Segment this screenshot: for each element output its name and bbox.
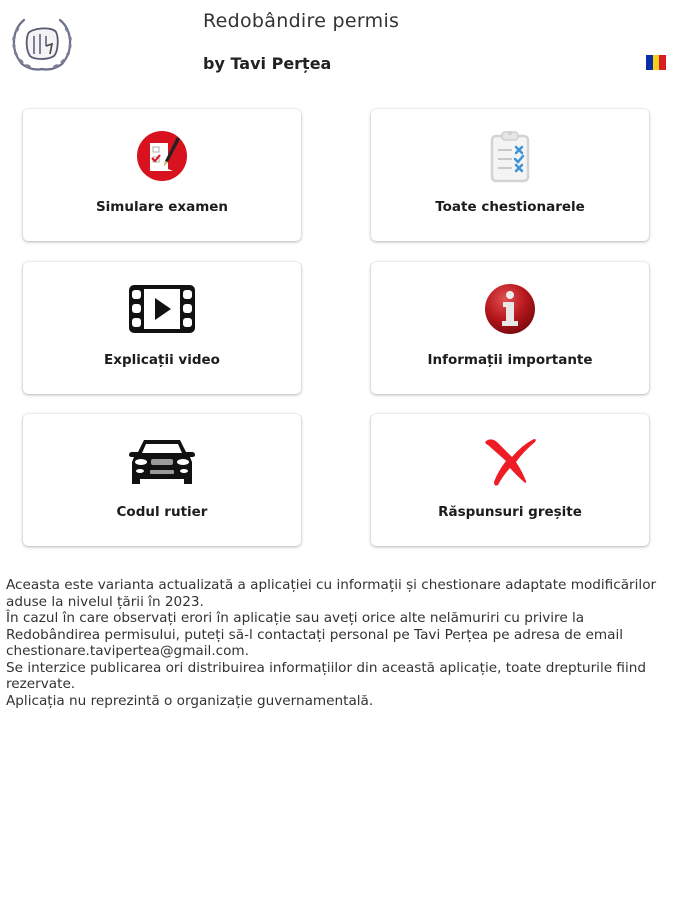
info-icon (475, 280, 545, 338)
red-x-icon (475, 432, 545, 490)
app-info-text (6, 577, 674, 709)
exam-pencil-icon (127, 127, 197, 185)
flag-stripe-yellow (653, 55, 660, 70)
romania-flag-icon[interactable] (646, 55, 666, 70)
menu-card-codul-rutier[interactable] (23, 414, 301, 546)
app-title: Redobândire permis (203, 10, 400, 32)
flag-stripe-blue (646, 55, 653, 70)
menu-card-toate-chestionarele[interactable] (371, 109, 649, 241)
menu-card-label: Simulare examen (95, 199, 229, 215)
menu-card-simulare-examen[interactable] (23, 109, 301, 241)
menu-card-label: Informații importante (427, 352, 593, 368)
clipboard-checklist-icon (475, 127, 545, 185)
info-paragraph-contact: În cazul în care observați erori în aplicație sau aveți orice alte nelămuriri cu privire la Redobândirea permisului, puteți să-l contactați personal pe Tavi Perțea pe adresa de email chestionare.taviperteа@gmail.com. (6, 610, 624, 659)
menu-card-label: Răspunsuri greșite (438, 504, 582, 520)
fist-laurel-logo-icon (8, 12, 76, 74)
film-play-icon (127, 280, 197, 338)
app-subtitle: by Tavi Perțea (203, 54, 332, 73)
car-icon (127, 432, 197, 490)
menu-card-explicatii-video[interactable] (23, 262, 301, 394)
info-paragraph-disclaimer: Aplicația nu reprezintă o organizație guvernamentală. (6, 692, 374, 709)
info-paragraph-update: Aceasta este varianta actualizată a aplicației cu informații și chestionare adaptate modificărilor aduse la nivelul țării în 2023. (6, 577, 657, 610)
flag-stripe-red (659, 55, 666, 70)
menu-card-label: Explicații video (104, 352, 220, 368)
menu-card-informatii-importante[interactable] (371, 262, 649, 394)
menu-card-label: Toate chestionarele (435, 199, 585, 215)
menu-card-label: Codul rutier (116, 504, 208, 520)
menu-card-raspunsuri-gresite[interactable] (371, 414, 649, 546)
app-header (0, 0, 675, 95)
info-paragraph-copyright: Se interzice publicarea ori distribuirea informațiilor din această aplicație, toate drepturile fiind rezervate. (6, 659, 647, 692)
